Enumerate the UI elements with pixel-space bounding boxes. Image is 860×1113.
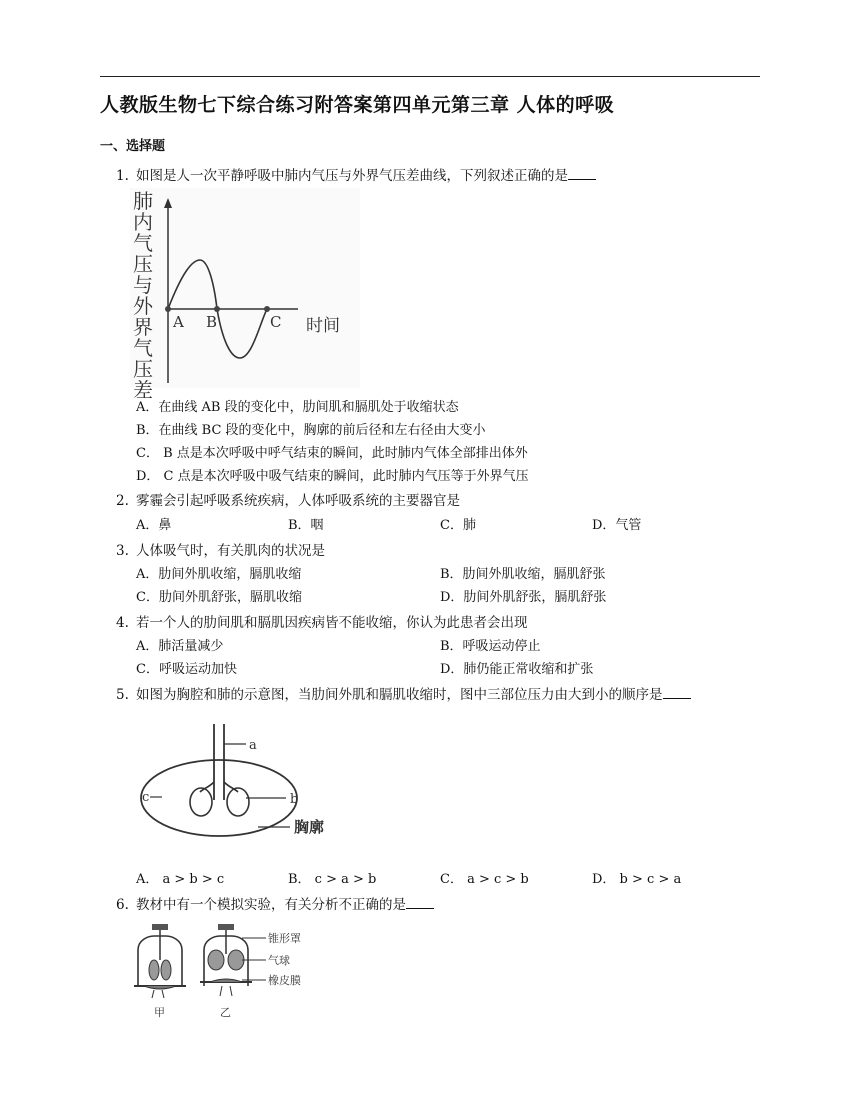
ylabel-char: 气 (133, 231, 153, 255)
question-text: 如图是人一次平静呼吸中肺内气压与外界气压差曲线，下列叙述正确的是 (136, 168, 568, 184)
ylabel-char: 压 (133, 252, 153, 276)
option-4c: C．呼吸运动加快 (136, 662, 237, 677)
answer-blank (406, 896, 434, 909)
ylabel-char: 内 (133, 210, 153, 234)
label-balloon: 气球 (268, 954, 290, 967)
ylabel-char: 气 (133, 336, 153, 360)
ylabel-char: 与 (133, 273, 153, 297)
thorax-caption: 胸廓 (294, 818, 325, 836)
option-3d: D．肋间外肌舒张，膈肌舒张 (440, 590, 607, 605)
figure-xlabel: 时间 (306, 316, 340, 336)
option-4a: A．肺活量减少 (136, 639, 224, 654)
question-1 (116, 164, 596, 184)
question-number: 1. (116, 168, 129, 184)
ylabel-char: 界 (133, 315, 153, 339)
option-3a: A．肋间外肌收缩，膈肌收缩 (136, 567, 302, 582)
option-1a: A．在曲线 AB 段的变化中，肋间肌和膈肌处于收缩状态 (136, 400, 459, 415)
ylabel-char: 差 (133, 378, 153, 402)
question-text: 人体吸气时，有关肌肉的状况是 (136, 543, 325, 559)
left-lung (190, 788, 212, 816)
label-rubber-membrane: 橡皮膜 (268, 974, 301, 987)
pressure-curve-figure (130, 188, 360, 402)
bell-jar-jia (134, 924, 186, 1019)
label-a: a (249, 738, 257, 753)
question-number: 4. (116, 615, 129, 631)
question-text: 若一个人的肋间肌和膈肌因疾病皆不能收缩，你认为此患者会出现 (136, 615, 528, 631)
right-lung (227, 788, 249, 816)
ylabel-char: 肺 (133, 189, 153, 213)
jar-caption-yi: 乙 (220, 1006, 231, 1019)
option-5a: A． a > b > c (136, 872, 225, 887)
question-text: 如图为胸腔和肺的示意图，当肋间外肌和膈肌收缩时，图中三部位压力由大到小的顺序是 (136, 687, 663, 703)
question-number: 2. (116, 493, 129, 509)
thorax-lung-figure (138, 722, 348, 842)
option-2c: C．肺 (440, 518, 476, 533)
question-text: 教材中有一个模拟实验，有关分析不正确的是 (136, 897, 406, 913)
ylabel-char: 外 (133, 294, 153, 318)
page-title: 人教版生物七下综合练习附答案第四单元第三章 人体的呼吸 (100, 94, 615, 116)
option-4b: B．呼吸运动停止 (440, 639, 541, 654)
point-c (264, 306, 270, 312)
label-bell-jar: 锥形罩 (268, 932, 301, 945)
ylabel-char: 压 (133, 357, 153, 381)
point-b (214, 306, 220, 312)
label-c: c (142, 790, 150, 805)
answer-blank (663, 686, 691, 699)
question-2 (116, 489, 460, 509)
point-label-a: A (173, 313, 184, 331)
answer-blank (568, 167, 596, 180)
question-number: 5. (116, 687, 129, 703)
option-1c: C． B 点是本次呼吸中呼气结束的瞬间，此时肺内气体全部排出体外 (136, 446, 528, 461)
option-2b: B．咽 (288, 518, 324, 533)
option-5d: D． b > c > a (592, 872, 682, 887)
question-5 (116, 683, 691, 703)
option-2a: A．鼻 (136, 518, 172, 533)
question-6 (116, 893, 434, 913)
point-label-b: B (206, 313, 218, 331)
question-number: 6. (116, 897, 129, 913)
point-label-c: C (270, 313, 282, 331)
question-text: 雾霾会引起呼吸系统疾病，人体呼吸系统的主要器官是 (136, 493, 460, 509)
question-4 (116, 611, 528, 631)
option-4d: D．肺仍能正常收缩和扩张 (440, 662, 594, 677)
header-rule (100, 76, 760, 77)
option-1d: D． C 点是本次呼吸中吸气结束的瞬间，此时肺内气压等于外界气压 (136, 469, 529, 484)
option-3c: C．肋间外肌舒张，膈肌收缩 (136, 590, 302, 605)
option-5b: B． c > a > b (288, 872, 377, 887)
point-a (165, 306, 171, 312)
question-number: 3. (116, 543, 129, 559)
option-1b: B．在曲线 BC 段的变化中，胸廓的前后径和左右径由大变小 (136, 423, 486, 438)
bell-jar-model-figure (130, 920, 320, 1020)
section-heading: 一、选择题 (100, 139, 166, 154)
option-5c: C． a > c > b (440, 872, 529, 887)
jar-caption-jia: 甲 (154, 1006, 165, 1019)
question-3 (116, 539, 325, 559)
option-3b: B．肋间外肌收缩，膈肌舒张 (440, 567, 606, 582)
label-b: b (290, 792, 299, 807)
option-2d: D．气管 (592, 518, 642, 533)
